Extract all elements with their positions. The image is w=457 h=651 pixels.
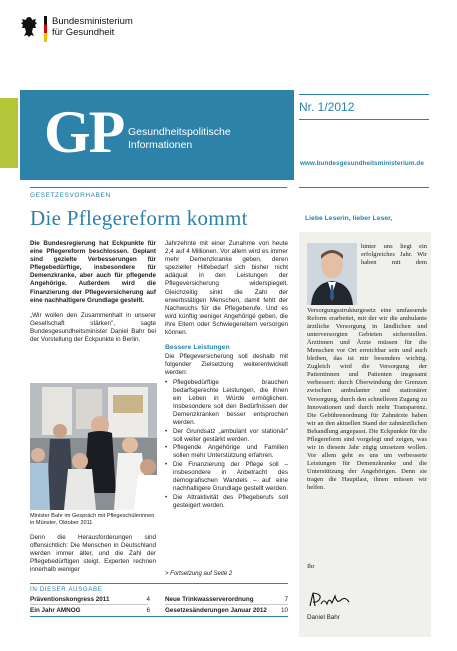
article-subhead-intro: Die Pflegeversicherung soll deshalb mit folgender Zielsetzung weiterentwickelt werden: [165, 353, 288, 377]
article-quote: „Wir wollen den Zusammenhalt in unserer Gesellschaft stärken", sagte Bundesgesundheitsminister Daniel Bahr bei der Vorstellung der Eckpunkte in Berlin. [30, 311, 156, 344]
issue-number: Nr. 1/2012 [299, 100, 355, 114]
sidebar-greeting: Liebe Leserin, lieber Leser, [305, 215, 393, 222]
divider [299, 187, 429, 188]
editorial-letter-text: hinter uns liegt ein erfolgreiches Jahr. Wir haben mit dem Versorgungsstrukturgesetz eine umfassende Reform erarbeitet, mit der wir die ambulante ärztliche Versorgung in ländlichen und unterversorgten Gebieten sicherstellen. Ärztinnen und Ärzte müssen für die Menschen vor Ort erreichbar sein und auch bleiben, das ist mir besonders wichtig. Zugleich wird die Versorgung der Patientinnen und Patienten insgesamt verbessert: durch Überwindung der Grenzen zwischen ambulanter und stationärer Versorgung, durch den schnelleren Zugang zu Innovationen und durch mehr Transparenz. Die Gebührenordnung für Zahnärzte haben wir an den aktuellen Stand der zahnärztlichen Behandlung angepasst. Die Eckpunkte für die Pflegereform sind vorgelegt und zeigen, was wir in diesem Jahr zügig umsetzen wollen. Vor allem geht es uns um verbesserte Leistungen für Demenzkranke und die Unterstützung der Angehörigen. Denn sie tragen die Hauptlast, ihnen müssen wir helfen. [307, 243, 427, 492]
index-item-page: 10 [280, 607, 288, 614]
divider [299, 119, 429, 120]
ministry-name [52, 16, 133, 38]
masthead-title: GP [44, 99, 124, 165]
letter-closing: Ihr [307, 563, 315, 570]
divider [30, 583, 288, 584]
divider [299, 94, 429, 95]
divider [30, 187, 287, 188]
index-item-label[interactable]: Gesetzesänderungen Januar 2012 [165, 607, 267, 614]
index-item-page: 4 [146, 596, 150, 603]
article-lead: Die Bundesregierung hat Eckpunkte für eine Pflegereform beschlossen. Geplant sind gezielte Verbesserungen für Pflegebedürftige, insbesondere für Demenzkranke, aber auch für pflegende Angehörige. Außerdem wird die Finanzierung der Pflegeversicherung auf eine nachhaltigere Grundlage gestellt. [30, 240, 156, 304]
flag-bar [44, 16, 47, 42]
article-column-1-continued [30, 534, 156, 581]
list-item: • Der Grundsatz „ambulant vor stationär" soll weiter gestärkt werden. [165, 428, 288, 444]
article-kicker: GESETZESVORHABEN [30, 192, 111, 199]
ministry-line-2: für Gesundheit [52, 27, 115, 38]
article-column-2 [165, 240, 288, 511]
federal-eagle-icon [20, 16, 38, 38]
continue-link[interactable]: > Fortsetzung auf Seite 2 [165, 571, 233, 577]
minister-photo [30, 383, 157, 510]
green-accent-bar [0, 98, 18, 168]
signature-image [307, 590, 357, 612]
divider [30, 616, 288, 617]
index-title: IN DIESER AUSGABE [30, 586, 103, 593]
index-item-label[interactable]: Ein Jahr AMNOG [30, 607, 81, 614]
divider [165, 604, 288, 605]
portrait-spacer [307, 243, 361, 307]
index-item-label[interactable]: Präventionskongress 2011 [30, 596, 110, 603]
article-body-1: Denn die Herausforderungen sind offensichtlich: Die Menschen in Deutschland werden immer älter, und die Zahl der Pflegebedürftigen steigt. Experten rechnen innerhalb weniger [30, 534, 156, 574]
list-item: • Pflegende Angehörige und Familien sollen mehr Unterstützung erfahren. [165, 444, 288, 460]
index-item-label[interactable]: Neue Trinkwasserverordnung [165, 596, 254, 603]
divider [30, 604, 148, 605]
goal-list [165, 379, 288, 511]
signer-name: Daniel Bahr [307, 614, 340, 621]
list-item: • Die Finanzierung der Pflege soll – insbesondere in Anbetracht des demografischen Wandels – auf eine nachhaltigere Grundlage gestellt werden. [165, 461, 288, 493]
index-item-page: 7 [284, 596, 288, 603]
list-item: • Die Attraktivität des Pflegeberufs soll gesteigert werden. [165, 494, 288, 510]
website-link[interactable]: www.bundesgesundheitsministerium.de [300, 160, 424, 167]
article-headline: Die Pflegereform kommt [30, 206, 248, 230]
article-column-1 [30, 240, 156, 351]
masthead-subtitle [128, 126, 231, 152]
list-item: • Pflegebedürftige brauchen bedarfsgerechte Leistungen, die ihnen ein Leben in Würde ermöglichen. Insbesondere soll den Bedürfnissen der Demenzkranken besser entsprochen werden. [165, 379, 288, 428]
masthead-subtitle-line-2: Informationen [128, 139, 193, 151]
article-body-2: Jahrzehnte mit einer Zunahme von heute 2,4 auf 4 Millionen. Vor allem wird es immer mehr Demenzkranke geben, deren spezieller Hilfebedarf sich bisher nicht adäquat in den Leistungen der Pflegeversicherung widerspiegelt. Gleichzeitig sinkt die Zahl der erwerbstätigen Menschen, damit fehlt der Nachwuchs für die Pflegeberufe. Und es wird künftig weniger Angehörige geben, die ihre Eltern oder Schwiegereltern versorgen können. [165, 240, 288, 337]
article-subhead: Bessere Leistungen [165, 344, 230, 352]
photo-caption: Minister Bahr im Gespräch mit Pflegeschülerinnen in Münster, Oktober 2011 [30, 513, 155, 526]
ministry-line-1: Bundesministerium [52, 16, 133, 27]
editorial-letter [307, 243, 427, 492]
masthead-subtitle-line-1: Gesundheitspolitische [128, 126, 231, 138]
index-item-page: 6 [146, 607, 150, 614]
